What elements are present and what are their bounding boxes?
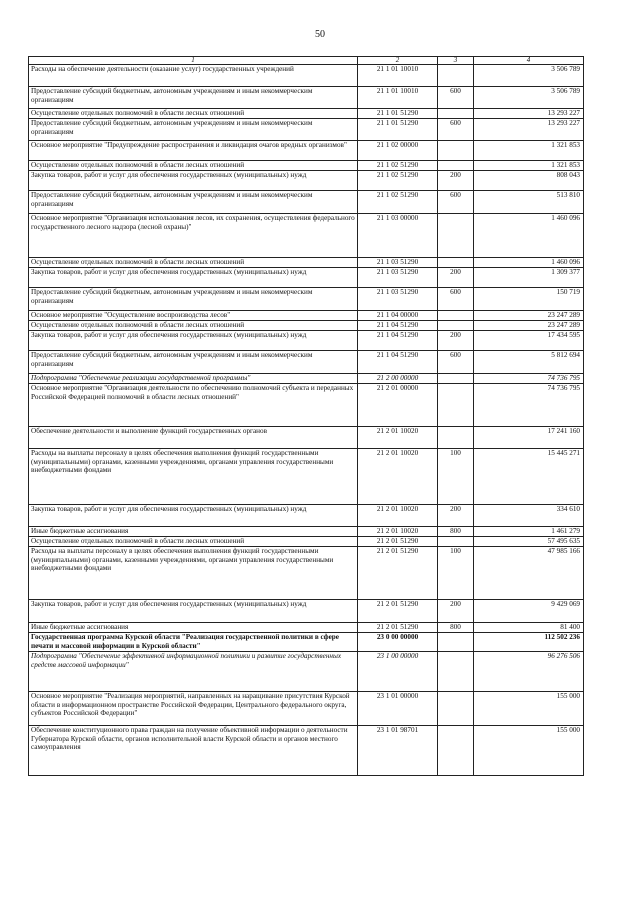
row-name: Предоставление субсидий бюджетным, автономным учреждениям и иным некоммерческим организациям: [29, 351, 358, 374]
row-code: 21 1 01 51290: [358, 109, 438, 119]
row-name: Иные бюджетные ассигнования: [29, 623, 358, 633]
table-row: [29, 384, 584, 427]
row-vr: [438, 109, 474, 119]
row-vr: [438, 726, 474, 776]
row-code: 21 2 01 10020: [358, 527, 438, 537]
row-vr: [438, 161, 474, 171]
row-code: 21 2 01 51290: [358, 547, 438, 600]
table-row: [29, 633, 584, 652]
row-code: 21 2 01 10020: [358, 449, 438, 505]
row-name: Основное мероприятие "Предупреждение распространения и ликвидация очагов вредных организмов": [29, 141, 358, 161]
row-code: 21 2 01 51290: [358, 623, 438, 633]
table-header-row: [29, 57, 584, 65]
row-vr: [438, 258, 474, 268]
row-vr: 200: [438, 600, 474, 623]
table-row: [29, 351, 584, 374]
table-row: [29, 726, 584, 776]
row-vr: 200: [438, 171, 474, 191]
row-amount: 1 321 853: [474, 161, 584, 171]
row-amount: 155 000: [474, 726, 584, 776]
header-col-2: 2: [358, 57, 438, 65]
row-name: Подпрограмма "Обеспечение реализации государственной программы": [29, 374, 358, 384]
row-code: 21 1 01 51290: [358, 119, 438, 141]
row-vr: [438, 633, 474, 652]
table-row: [29, 505, 584, 527]
row-code: 23 0 00 00000: [358, 633, 438, 652]
row-amount: 513 810: [474, 191, 584, 214]
row-amount: 74 736 795: [474, 374, 584, 384]
row-vr: [438, 652, 474, 692]
row-amount: 1 309 377: [474, 268, 584, 288]
row-vr: 800: [438, 527, 474, 537]
row-name: Закупка товаров, работ и услуг для обеспечения государственных (муниципальных) нужд: [29, 331, 358, 351]
row-vr: 600: [438, 119, 474, 141]
row-name: Основное мероприятие "Организация деятельности по обеспечению полномочий субъекта и переданных Российской Федерацией полномочий в области лесных отношений": [29, 384, 358, 427]
row-amount: 155 000: [474, 692, 584, 726]
table-row: [29, 214, 584, 258]
row-amount: 334 610: [474, 505, 584, 527]
row-name: Расходы на обеспечение деятельности (оказание услуг) государственных учреждений: [29, 65, 358, 87]
row-code: 23 1 00 00000: [358, 652, 438, 692]
row-code: 21 2 00 00000: [358, 374, 438, 384]
row-vr: [438, 384, 474, 427]
table-row: [29, 141, 584, 161]
row-code: 21 1 03 51290: [358, 268, 438, 288]
row-amount: 112 502 236: [474, 633, 584, 652]
row-name: Осуществление отдельных полномочий в области лесных отношений: [29, 109, 358, 119]
row-name: Осуществление отдельных полномочий в области лесных отношений: [29, 537, 358, 547]
row-vr: [438, 214, 474, 258]
row-code: 21 2 01 51290: [358, 600, 438, 623]
row-amount: 23 247 289: [474, 311, 584, 321]
row-code: 23 1 01 98701: [358, 726, 438, 776]
table-row: [29, 191, 584, 214]
row-name: Обеспечение конституционного права граждан на получение объективной информации о деятельности Губернатора Курской области, органов исполнительной власти Курской области и органов местного самоуправления: [29, 726, 358, 776]
row-vr: [438, 692, 474, 726]
table-row: [29, 311, 584, 321]
row-name: Предоставление субсидий бюджетным, автономным учреждениям и иным некоммерческим организациям: [29, 119, 358, 141]
row-vr: [438, 311, 474, 321]
table-row: [29, 268, 584, 288]
row-code: 21 1 02 00000: [358, 141, 438, 161]
table-row: [29, 527, 584, 537]
row-amount: 57 495 635: [474, 537, 584, 547]
row-code: 21 2 01 00000: [358, 384, 438, 427]
table-row: [29, 65, 584, 87]
table-row: [29, 537, 584, 547]
header-col-3: 3: [438, 57, 474, 65]
table-row: [29, 547, 584, 600]
row-code: 21 1 01 10010: [358, 65, 438, 87]
table-row: [29, 258, 584, 268]
row-amount: 17 241 160: [474, 427, 584, 449]
table-row: [29, 331, 584, 351]
row-code: 21 1 03 51290: [358, 258, 438, 268]
row-code: 21 1 03 51290: [358, 288, 438, 311]
row-amount: 15 445 271: [474, 449, 584, 505]
budget-table: [28, 56, 584, 776]
row-amount: 81 400: [474, 623, 584, 633]
row-code: 21 2 01 10020: [358, 427, 438, 449]
row-amount: 5 812 694: [474, 351, 584, 374]
row-code: 21 2 01 51290: [358, 537, 438, 547]
header-col-4: 4: [474, 57, 584, 65]
table-row: [29, 427, 584, 449]
row-amount: 13 293 227: [474, 109, 584, 119]
table-row: [29, 161, 584, 171]
row-code: 21 1 04 00000: [358, 311, 438, 321]
table-row: [29, 449, 584, 505]
row-vr: 600: [438, 351, 474, 374]
table-row: [29, 623, 584, 633]
row-code: 21 1 04 51290: [358, 331, 438, 351]
row-name: Расходы на выплаты персоналу в целях обеспечения выполнения функций государственными (муниципальными) органами, казенными учреждениями, органами управления государственными внебюджетными фондами: [29, 547, 358, 600]
row-amount: 13 293 227: [474, 119, 584, 141]
table-row: [29, 652, 584, 692]
row-name: Обеспечение деятельности и выполнение функций государственных органов: [29, 427, 358, 449]
row-name: Основное мероприятие "Реализация мероприятий, направленных на наращивание присутствия Курской области в информационном пространстве Российской Федерации, Центрального федерального округа, субъектов Российской Федерации": [29, 692, 358, 726]
row-name: Основное мероприятие "Осуществление воспроизводства лесов": [29, 311, 358, 321]
row-vr: 600: [438, 87, 474, 109]
row-amount: 1 461 279: [474, 527, 584, 537]
row-amount: 1 460 096: [474, 258, 584, 268]
table-row: [29, 321, 584, 331]
row-amount: 23 247 289: [474, 321, 584, 331]
row-vr: 100: [438, 547, 474, 600]
row-code: 21 1 02 51290: [358, 171, 438, 191]
row-name: Осуществление отдельных полномочий в области лесных отношений: [29, 321, 358, 331]
table-row: [29, 109, 584, 119]
row-name: Расходы на выплаты персоналу в целях обеспечения выполнения функций государственными (муниципальными) органами, казенными учреждениями, органами управления государственными внебюджетными фондами: [29, 449, 358, 505]
row-code: 23 1 01 00000: [358, 692, 438, 726]
row-vr: 200: [438, 268, 474, 288]
row-vr: 600: [438, 191, 474, 214]
row-vr: [438, 141, 474, 161]
row-code: 21 1 03 00000: [358, 214, 438, 258]
row-vr: 600: [438, 288, 474, 311]
row-name: Предоставление субсидий бюджетным, автономным учреждениям и иным некоммерческим организациям: [29, 87, 358, 109]
page-number: 50: [315, 29, 325, 40]
row-vr: 200: [438, 331, 474, 351]
table-row: [29, 600, 584, 623]
row-vr: [438, 65, 474, 87]
row-code: 21 1 04 51290: [358, 321, 438, 331]
row-name: Подпрограмма "Обеспечение эффективной информационной политики и развитие государственных средств массовой информации": [29, 652, 358, 692]
table-row: [29, 288, 584, 311]
row-name: Закупка товаров, работ и услуг для обеспечения государственных (муниципальных) нужд: [29, 268, 358, 288]
row-name: Закупка товаров, работ и услуг для обеспечения государственных (муниципальных) нужд: [29, 171, 358, 191]
row-amount: 74 736 795: [474, 384, 584, 427]
row-name: Осуществление отдельных полномочий в области лесных отношений: [29, 161, 358, 171]
row-code: 21 1 02 51290: [358, 191, 438, 214]
row-vr: 800: [438, 623, 474, 633]
row-name: Осуществление отдельных полномочий в области лесных отношений: [29, 258, 358, 268]
row-code: 21 1 01 10010: [358, 87, 438, 109]
row-amount: 150 719: [474, 288, 584, 311]
row-vr: [438, 321, 474, 331]
row-amount: 808 043: [474, 171, 584, 191]
table-row: [29, 119, 584, 141]
row-code: 21 1 02 51290: [358, 161, 438, 171]
budget-table-body: [29, 57, 584, 776]
row-code: 21 2 01 10020: [358, 505, 438, 527]
row-amount: 96 276 506: [474, 652, 584, 692]
row-name: Иные бюджетные ассигнования: [29, 527, 358, 537]
row-name: Государственная программа Курской области "Реализация государственной политики в сфере печати и массовой информации в Курской области": [29, 633, 358, 652]
row-amount: 3 506 789: [474, 87, 584, 109]
row-name: Закупка товаров, работ и услуг для обеспечения государственных (муниципальных) нужд: [29, 600, 358, 623]
row-amount: 47 985 166: [474, 547, 584, 600]
row-amount: 1 321 853: [474, 141, 584, 161]
table-row: [29, 374, 584, 384]
row-name: Основное мероприятие "Организация использования лесов, их сохранения, осуществления федерального государственного лесного надзора (лесной охраны)": [29, 214, 358, 258]
row-name: Предоставление субсидий бюджетным, автономным учреждениям и иным некоммерческим организациям: [29, 191, 358, 214]
row-amount: 1 460 096: [474, 214, 584, 258]
row-amount: 9 429 069: [474, 600, 584, 623]
header-col-1: 1: [29, 57, 358, 65]
row-amount: 3 506 789: [474, 65, 584, 87]
table-row: [29, 692, 584, 726]
row-vr: [438, 374, 474, 384]
row-code: 21 1 04 51290: [358, 351, 438, 374]
row-name: Закупка товаров, работ и услуг для обеспечения государственных (муниципальных) нужд: [29, 505, 358, 527]
row-vr: [438, 537, 474, 547]
row-vr: [438, 427, 474, 449]
row-vr: 200: [438, 505, 474, 527]
table-row: [29, 171, 584, 191]
row-amount: 17 434 595: [474, 331, 584, 351]
row-name: Предоставление субсидий бюджетным, автономным учреждениям и иным некоммерческим организациям: [29, 288, 358, 311]
table-row: [29, 87, 584, 109]
row-vr: 100: [438, 449, 474, 505]
